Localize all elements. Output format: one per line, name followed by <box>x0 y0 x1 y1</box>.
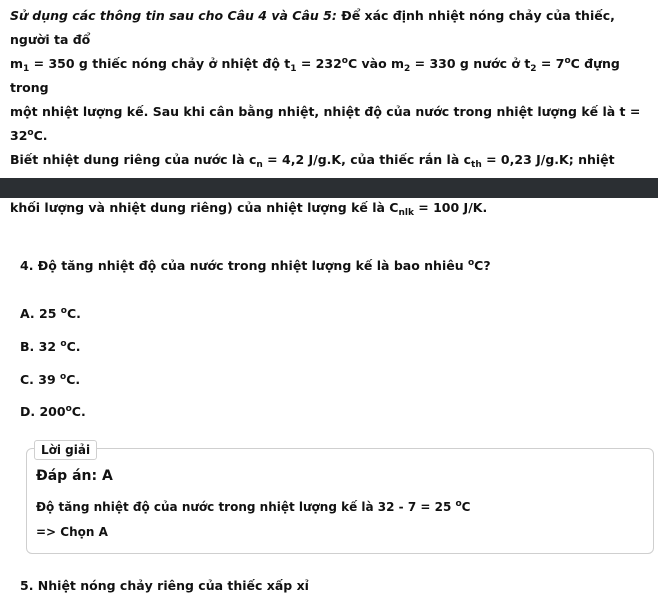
solution-answer: Đáp án: A <box>36 468 113 484</box>
subscript: n <box>256 160 263 170</box>
text-segment: = 330 g nước ở t <box>410 56 531 71</box>
intro-line-1-text: Để xác định nhiệt nóng chảy của thiếc, người ta đổ <box>10 8 615 47</box>
option-letter: D. <box>20 404 36 419</box>
explanation-text: Độ tăng nhiệt độ của nước trong nhiệt lượng kế là 32 - 7 = 25 <box>36 500 456 514</box>
text-segment: một nhiệt lượng kế. Sau khi cân bằng nhiệt, nhiệt độ của nước trong nhiệt lượng kế là t = 32 <box>10 104 641 143</box>
degree-superscript: o <box>60 372 67 382</box>
subscript: nlk <box>398 208 414 218</box>
degree-superscript: o <box>467 258 475 268</box>
option-unit: C. <box>71 404 86 419</box>
option-unit: C. <box>66 306 81 321</box>
subscript: 1 <box>290 64 297 74</box>
option-letter: A. <box>20 306 35 321</box>
degree-superscript: o <box>455 499 462 509</box>
text-segment: C. <box>33 128 48 143</box>
degree-superscript: o <box>564 56 571 66</box>
subscript: 1 <box>23 64 30 74</box>
option-b[interactable] <box>20 339 81 354</box>
option-a[interactable] <box>20 306 81 321</box>
subscript: th <box>471 160 482 170</box>
text-m1: m <box>10 56 24 71</box>
explanation-unit: C <box>461 500 471 514</box>
intro-line-2 <box>10 52 650 100</box>
intro-line-3 <box>10 100 650 148</box>
text-segment: = 100 J/K. <box>413 200 488 215</box>
option-unit: C. <box>66 339 81 354</box>
option-value: 32 <box>34 339 61 354</box>
question-4-label: 4. Độ tăng nhiệt độ của nước trong nhiệt lượng kế là bao nhiêu <box>20 258 468 273</box>
solution-tag: Lời giải <box>34 440 97 460</box>
degree-superscript: o <box>60 339 67 349</box>
text-segment: = 350 g thiếc nóng chảy ở nhiệt độ t <box>29 56 291 71</box>
question-5-text: 5. Nhiệt nóng chảy riêng của thiếc xấp xỉ <box>20 578 309 593</box>
option-unit: C. <box>66 372 81 387</box>
divider-bar <box>0 178 658 198</box>
subscript: 2 <box>404 64 411 74</box>
option-value: 39 <box>33 372 61 387</box>
text-segment: C vào m <box>347 56 405 71</box>
solution-explanation <box>36 500 470 514</box>
question-4-end: C? <box>474 258 491 273</box>
question-4-text <box>20 258 491 273</box>
degree-superscript: o <box>60 306 67 316</box>
option-letter: C. <box>20 372 34 387</box>
option-c[interactable] <box>20 372 80 387</box>
option-value: 200 <box>35 404 66 419</box>
text-segment: = 232 <box>296 56 342 71</box>
text-segment: = 4,2 J/g.K, của thiếc rắn là c <box>262 152 472 167</box>
text-segment: khối lượng và nhiệt dung riêng) của nhiệt lượng kế là C <box>10 200 399 215</box>
intro-line-1 <box>10 4 650 52</box>
option-d[interactable] <box>20 404 86 419</box>
text-segment: Biết nhiệt dung riêng của nước là c <box>10 152 257 167</box>
degree-superscript: o <box>65 404 72 414</box>
text-segment: = 0,23 J/g.K; nhiệt <box>486 152 615 167</box>
text-segment: C đựng trong <box>10 56 620 95</box>
intro-line-5 <box>10 196 650 220</box>
degree-superscript: o <box>27 128 34 138</box>
solution-choose: => Chọn A <box>36 525 108 539</box>
option-value: 25 <box>34 306 61 321</box>
subscript: 2 <box>530 64 537 74</box>
intro-lead-label: Sử dụng các thông tin sau cho Câu 4 và Câu 5: <box>10 8 337 23</box>
text-segment: = 7 <box>536 56 565 71</box>
option-letter: B. <box>20 339 35 354</box>
degree-superscript: o <box>341 56 348 66</box>
